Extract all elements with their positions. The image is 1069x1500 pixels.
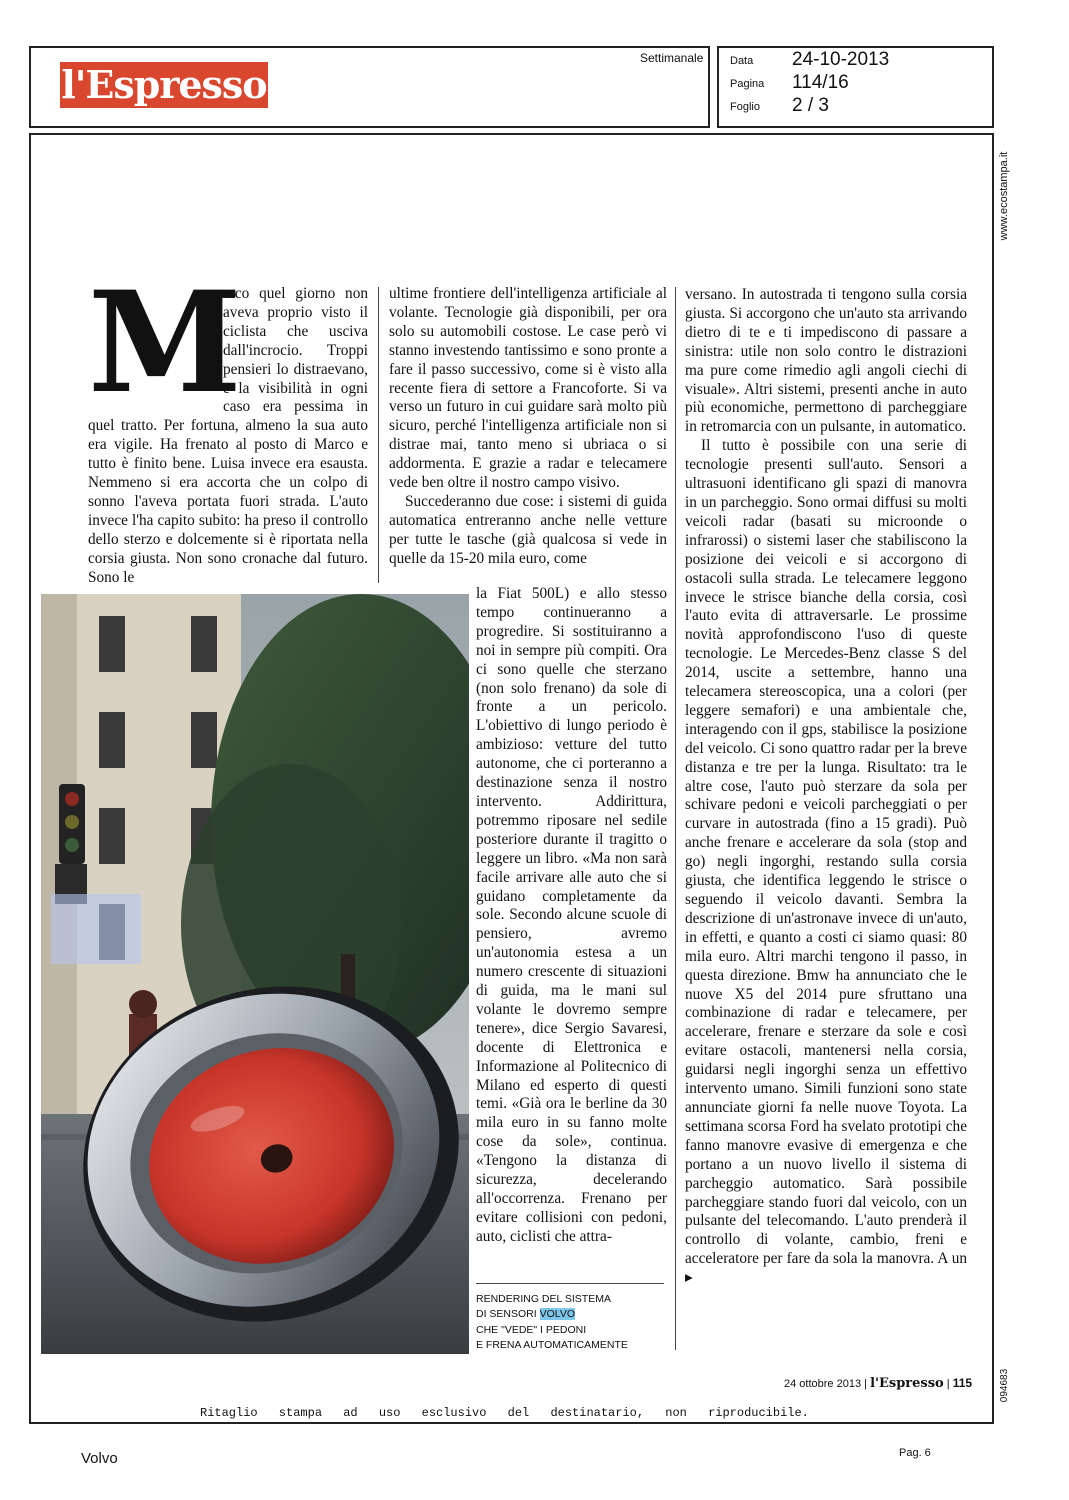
- folio-page-number: 115: [952, 1376, 973, 1390]
- caption-text: DI SENSORI: [476, 1308, 540, 1321]
- column-rule: [378, 287, 379, 583]
- column-rule: [675, 287, 676, 1350]
- paragraph: Succederanno due cose: i sistemi di guida automatica entreranno anche nelle vetture per tutte le tasche (già qualcosa si vede in quelle da 15-20 mila euro, come: [389, 492, 667, 567]
- caption-line: E FRENA AUTOMATICAMENTE: [476, 1339, 628, 1352]
- article-column-3: [685, 286, 967, 1288]
- side-code-text: 094683: [999, 1368, 1010, 1403]
- highlighted-term: VOLVO: [539, 1308, 576, 1321]
- meta-value-date: 24-10-2013: [792, 49, 890, 70]
- footer-client-label: Volvo: [81, 1450, 118, 1467]
- side-website-text: www.ecostampa.it: [998, 151, 1010, 241]
- image-caption: [476, 1292, 666, 1354]
- paragraph: ultime frontiere dell'intelligenza artificiale al volante. Tecnologie già disponibili, per ora solo su automobili costose. Le case però vi stanno investendo tantissimo e sono pronte a fare il passo successivo, come si è visto alla recente fiera di settore a Francoforte. Si va verso un futuro in cui guidare sarà molto più sicuro, perché l'intelligenza artificiale non si distrae mai, tanto meno si ubriaca o si addormenta. E grazie a radar e telecamere vede ben oltre il nostro campo visivo.: [389, 285, 667, 492]
- caption-line: CHE "VEDE" I PEDONI: [476, 1323, 587, 1336]
- caption-line: [476, 1307, 666, 1322]
- article-column-2-continued: la Fiat 500L) e allo stesso tempo continueranno a progredire. Si sostituiranno a noi in sempre più compiti. Ora ci sono quelle che sterzano (non solo frenano) da sole di fronte a un pericolo. L'obiettivo di lungo periodo è ambizioso: vetture del tutto autonome, che ci porteranno a destinazione senza il nostro intervento. Addirittura, potremmo riposare nel sedile posteriore durante il tragitto o leggere un libro. «Ma non sarà facile arrivare alle auto che si guidano completamente da sole. Secondo alcune scuole di pensiero, avremo un'autonomia estesa a un numero crescente di situazioni di guida, ma le mani sul volante le dovremo sempre tenere», dice Sergio Savaresi, docente di Elettronica e Informazione al Politecnico di Milano ed esperto di questi temi. «Già ora le berline da 30 mila euro in su fanno molte cose da sole», continua. «Tengono la distanza di sicurezza, decelerando all'occorrenza. Frenano per evitare collisioni con pedoni, auto, ciclisti che attra-: [476, 585, 667, 1245]
- folio-separator: |: [946, 1378, 950, 1390]
- paragraph: Il tutto è possibile con una serie di tecnologie presenti sull'auto. Sensori a ultrasuoni identificano gli spazi di manovra in un parcheggio. Sono ormai diffusi su molti veicoli radar (basati su microonde o infrarossi) o sistemi laser che stabiliscono la posizione dei veicoli e si accorgono di ostacoli sulla strada. Le telecamere leggono invece le strisce bianche della corsia, così l'auto evita di attraversarle. Le prossime novità approfondiscono l'uso di queste tecnologie. Le Mercedes-Benz classe S del 2014, uscite a settembre, hanno una telecamera stereoscopica, una a colori (per leggere semafori) e una ambientale che, interagendo con il gps, stabilisce la posizione del veicolo. Ci sono quattro radar per la breve distanza e tre per la lunga. Risultato: tra le altre cose, l'auto può sterzare da sola per schivare pedoni e veicoli parcheggiati o per curvare in autostrada (fino a 15 gradi). Può anche frenare e accelerare da sola (stop and go) negli ingorghi, restando sulla corsia giusta, che identifica leggendo le strisce o seguendo il veicolo davanti. Sembra la descrizione di un'astronave invece di un'auto, in effetti, e quanto a costi ci siamo quasi: 80 mila euro. Altri marchi tengono il passo, in questa direzione. Bmw ha annunciato che le nuove X5 del 2014 pure sfruttano una combinazione di radar e telecamere, per accelerare, frenare e sterzare da sole e così evitare ostacoli, mantenersi nella corsia, guidarsi negli ingorghi senza un effettivo intervento umano. Simili funzioni sono state annunciate giorni fa nelle nuove Toyota. La settimana scorsa Ford ha svelato prototipi che fanno manovre evasive di emergenza e che portano a un nuovo livello il sistema di parcheggio automatico. Sarà possibile parcheggiare stando fuori dal veicolo, con un pulsante del telecomando. L'auto prenderà il controllo di volante, cambio, freni e acceleratore per fare da sola la manovra. A un ▸: [685, 437, 967, 1287]
- side-website: [995, 145, 1013, 253]
- paragraph: versano. In autostrada ti tengono sulla corsia giusta. Si accorgono che un'auto sta arrivando dietro di te e ti impediscono di passare a sinistra: utile non solo contro le distrazioni ma pure come rimedio agli angoli ciechi di visuale». Altri sistemi, presenti anche in auto più economiche, permettono di parcheggiare in retromarcia con un pulsante, in automatico.: [685, 286, 967, 436]
- folio-separator: |: [864, 1378, 867, 1390]
- footer-page-label: Pag. 6: [899, 1447, 931, 1459]
- meta-value-sheet: 2 / 3: [792, 95, 829, 116]
- meta-label-page: Pagina: [730, 78, 765, 90]
- drop-cap: M: [88, 260, 242, 424]
- side-code: [995, 1365, 1013, 1410]
- caption-line: RENDERING DEL SISTEMA: [476, 1293, 611, 1305]
- meta-value-page: 114/16: [792, 72, 849, 93]
- paragraph: arco quel giorno non aveva proprio visto il ciclista che usciva dall'incrocio. Troppi pensieri lo distraevano, e la visibilità in ogni caso era pessima in quel tratto. Per fortuna, almeno la sua auto era vigile. Ha frenato al posto di Marco e tutto è finito bene. Luisa invece era esausta. Nemmeno si era accorta che un colpo di sonno l'aveva portata fuori strada. L'auto invece l'ha capito subito: ha preso il controllo dello sterzo e dolcemente si è riportata nella corsia giusta. Non sono cronache dal futuro. Sono le: [88, 285, 368, 586]
- meta-label-sheet: Foglio: [730, 101, 760, 113]
- folio-date: 24 ottobre 2013: [784, 1378, 862, 1390]
- publication-type: Settimanale: [640, 51, 704, 65]
- article-column-1: [88, 260, 368, 588]
- folio: [784, 1376, 972, 1391]
- folio-brand: l'Espresso: [870, 1376, 944, 1391]
- caption-rule: [476, 1283, 664, 1284]
- meta-label-date: Data: [730, 55, 754, 67]
- publication-logo: l'Espresso: [61, 62, 267, 107]
- article-column-2: [389, 285, 667, 569]
- sensor-rendering-image: [41, 594, 469, 1354]
- reproduction-notice: Ritaglio stampa ad uso esclusivo del destinatario, non riproducibile.: [200, 1406, 809, 1420]
